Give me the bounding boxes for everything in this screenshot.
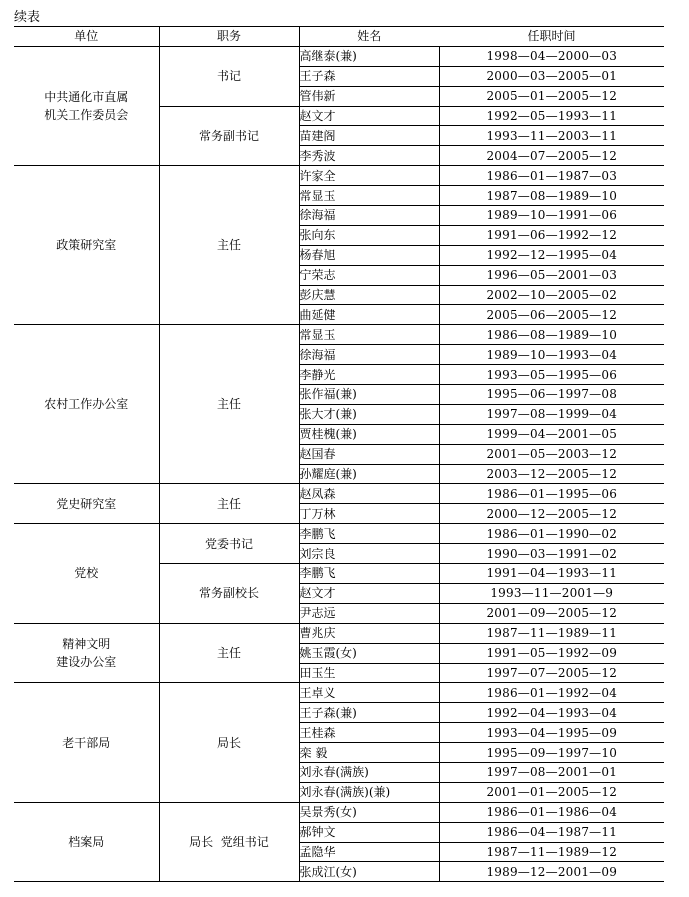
position-cell: 党委书记 — [159, 524, 299, 564]
position-cell: 常务副书记 — [159, 106, 299, 166]
term-cell: 2001—01—2005—12 — [439, 782, 664, 802]
name-cell: 郝钟文 — [299, 822, 439, 842]
term-cell: 1997—08—1999—04 — [439, 404, 664, 424]
position-cell: 主任 — [159, 484, 299, 524]
unit-cell: 政策研究室 — [14, 166, 159, 325]
name-cell: 张向东 — [299, 225, 439, 245]
term-cell: 1996—05—2001—03 — [439, 265, 664, 285]
unit-cell: 档案局 — [14, 802, 159, 882]
table-row — [14, 325, 664, 345]
unit-cell: 中共通化市直属 机关工作委员会 — [14, 46, 159, 165]
term-cell: 1987—11—1989—12 — [439, 842, 664, 862]
term-cell: 1987—08—1989—10 — [439, 186, 664, 206]
name-cell: 张作福(兼) — [299, 385, 439, 405]
name-cell: 尹志远 — [299, 603, 439, 623]
term-cell: 1991—06—1992—12 — [439, 225, 664, 245]
table-caption: 续表 — [14, 10, 41, 25]
table-row — [14, 802, 664, 822]
name-cell: 王子森(兼) — [299, 703, 439, 723]
term-cell: 2000—12—2005—12 — [439, 504, 664, 524]
name-cell: 许家全 — [299, 166, 439, 186]
term-cell: 1999—04—2001—05 — [439, 424, 664, 444]
header-name: 姓名 — [299, 27, 439, 47]
term-cell: 1986—01—1995—06 — [439, 484, 664, 504]
table-row — [14, 623, 664, 643]
position-cell: 主任 — [159, 623, 299, 683]
table-header-row — [14, 27, 664, 47]
name-cell: 王桂森 — [299, 723, 439, 743]
name-cell: 赵文才 — [299, 106, 439, 126]
name-cell: 赵凤森 — [299, 484, 439, 504]
term-cell: 1987—11—1989—11 — [439, 623, 664, 643]
name-cell: 徐海福 — [299, 206, 439, 226]
term-cell: 2005—01—2005—12 — [439, 86, 664, 106]
term-cell: 1995—06—1997—08 — [439, 385, 664, 405]
term-cell: 1989—12—2001—09 — [439, 862, 664, 882]
term-cell: 2003—12—2005—12 — [439, 464, 664, 484]
name-cell: 赵文才 — [299, 583, 439, 603]
term-cell: 1986—08—1989—10 — [439, 325, 664, 345]
table-row — [14, 166, 664, 186]
position-cell: 主任 — [159, 325, 299, 484]
term-cell: 2001—09—2005—12 — [439, 603, 664, 623]
term-cell: 1986—01—1992—04 — [439, 683, 664, 703]
table-row — [14, 484, 664, 504]
name-cell: 彭庆慧 — [299, 285, 439, 305]
term-cell: 1986—01—1987—03 — [439, 166, 664, 186]
name-cell: 刘宗良 — [299, 544, 439, 564]
unit-cell: 农村工作办公室 — [14, 325, 159, 484]
name-cell: 高继泰(兼) — [299, 46, 439, 66]
name-cell: 贾桂槐(兼) — [299, 424, 439, 444]
officials-table — [14, 26, 664, 882]
name-cell: 常显玉 — [299, 325, 439, 345]
term-cell: 1993—04—1995—09 — [439, 723, 664, 743]
position-cell: 主任 — [159, 166, 299, 325]
term-cell: 1991—04—1993—11 — [439, 564, 664, 584]
name-cell: 张大才(兼) — [299, 404, 439, 424]
term-cell: 1998—04—2000—03 — [439, 46, 664, 66]
name-cell: 管伟新 — [299, 86, 439, 106]
name-cell: 刘永春(满族) — [299, 762, 439, 782]
term-cell: 1991—05—1992—09 — [439, 643, 664, 663]
table-row — [14, 524, 664, 544]
term-cell: 1993—05—1995—06 — [439, 365, 664, 385]
term-cell: 1989—10—1991—06 — [439, 206, 664, 226]
position-cell: 书记 — [159, 46, 299, 106]
name-cell: 李鹏飞 — [299, 524, 439, 544]
name-cell: 王卓义 — [299, 683, 439, 703]
term-cell: 1997—07—2005—12 — [439, 663, 664, 683]
name-cell: 李秀波 — [299, 146, 439, 166]
unit-cell: 党史研究室 — [14, 484, 159, 524]
table-row — [14, 46, 664, 66]
term-cell: 2002—10—2005—02 — [439, 285, 664, 305]
term-cell: 2001—05—2003—12 — [439, 444, 664, 464]
name-cell: 张成江(女) — [299, 862, 439, 882]
term-cell: 1993—11—2001—9 — [439, 583, 664, 603]
position-cell: 常务副校长 — [159, 564, 299, 624]
term-cell: 1993—11—2003—11 — [439, 126, 664, 146]
term-cell: 1992—12—1995—04 — [439, 245, 664, 265]
name-cell: 赵国春 — [299, 444, 439, 464]
name-cell: 曹兆庆 — [299, 623, 439, 643]
term-cell: 1992—05—1993—11 — [439, 106, 664, 126]
unit-cell: 精神文明 建设办公室 — [14, 623, 159, 683]
name-cell: 曲延健 — [299, 305, 439, 325]
term-cell: 1992—04—1993—04 — [439, 703, 664, 723]
term-cell: 2005—06—2005—12 — [439, 305, 664, 325]
header-position: 职务 — [159, 27, 299, 47]
term-cell: 2004—07—2005—12 — [439, 146, 664, 166]
term-cell: 1986—04—1987—11 — [439, 822, 664, 842]
position-cell: 局长 — [159, 683, 299, 802]
name-cell: 姚玉霞(女) — [299, 643, 439, 663]
name-cell: 孙耀庭(兼) — [299, 464, 439, 484]
term-cell: 2000—03—2005—01 — [439, 66, 664, 86]
table-body — [14, 46, 664, 881]
term-cell: 1986—01—1990—02 — [439, 524, 664, 544]
name-cell: 李鹏飞 — [299, 564, 439, 584]
unit-cell: 老干部局 — [14, 683, 159, 802]
table-row — [14, 683, 664, 703]
header-unit: 单位 — [14, 27, 159, 47]
name-cell: 徐海福 — [299, 345, 439, 365]
name-cell: 吴景秀(女) — [299, 802, 439, 822]
term-cell: 1990—03—1991—02 — [439, 544, 664, 564]
name-cell: 田玉生 — [299, 663, 439, 683]
name-cell: 孟隐华 — [299, 842, 439, 862]
name-cell: 苗建阁 — [299, 126, 439, 146]
unit-cell: 党校 — [14, 524, 159, 623]
term-cell: 1995—09—1997—10 — [439, 743, 664, 763]
term-cell: 1989—10—1993—04 — [439, 345, 664, 365]
name-cell: 刘永春(满族)(兼) — [299, 782, 439, 802]
position-cell: 局长 党组书记 — [159, 802, 299, 882]
header-term: 任职时间 — [439, 27, 664, 47]
name-cell: 李静光 — [299, 365, 439, 385]
name-cell: 杨春旭 — [299, 245, 439, 265]
name-cell: 丁万林 — [299, 504, 439, 524]
term-cell: 1986—01—1986—04 — [439, 802, 664, 822]
term-cell: 1997—08—2001—01 — [439, 762, 664, 782]
name-cell: 栾 毅 — [299, 743, 439, 763]
name-cell: 常显玉 — [299, 186, 439, 206]
name-cell: 宁荣志 — [299, 265, 439, 285]
name-cell: 王子森 — [299, 66, 439, 86]
